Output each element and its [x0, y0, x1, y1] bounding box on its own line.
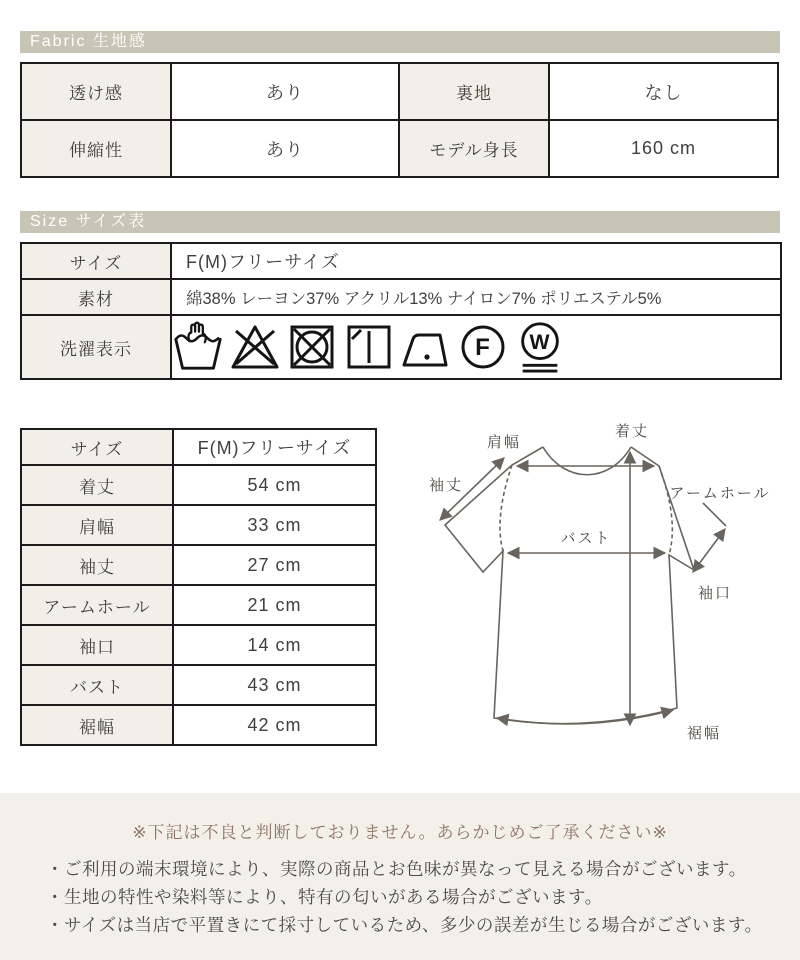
disclaimer-section [0, 793, 800, 960]
tshirt-outline [445, 447, 694, 724]
table-row [21, 545, 376, 585]
iron-low-heat-icon [400, 320, 452, 374]
material-value-cell: 綿38% レーヨン37% アクリル13% ナイロン7% ポリエステル5% [171, 279, 781, 315]
table-row [21, 120, 778, 177]
armhole-pointer [703, 503, 726, 526]
measure-value-cell: 43 cm [173, 665, 376, 705]
laundry-symbols-cell [171, 315, 781, 379]
size-label-cell: サイズ [21, 243, 171, 279]
armhole-dashed-right [659, 466, 672, 555]
table-row [21, 465, 376, 505]
measure-value-cell: 14 cm [173, 625, 376, 665]
disclaimer-item: ・生地の特性や染料等により、特有の匂いがある場合がございます。 [46, 887, 603, 907]
material-label-cell: 素材 [21, 279, 171, 315]
table-row [21, 625, 376, 665]
diagram-label-shoulder: 肩幅 [486, 434, 522, 451]
diagram-label-sleeve: 袖丈 [428, 477, 464, 494]
table-row [21, 665, 376, 705]
fabric-label-cell: モデル身長 [399, 120, 549, 177]
svg-text:W: W [529, 330, 551, 354]
hem-arrow [497, 710, 673, 724]
measure-value-cell: F(M)フリーサイズ [173, 429, 376, 465]
tshirt-neckline [543, 447, 631, 475]
laundry-symbols [172, 320, 780, 374]
diagram-label-armhole: アームホール [669, 485, 771, 502]
measure-label-cell: 裾幅 [21, 705, 173, 745]
fabric-label-cell: 伸縮性 [21, 120, 171, 177]
line-dry-in-shade-icon [343, 320, 395, 374]
fabric-value-cell: あり [171, 63, 399, 120]
do-not-bleach-icon [229, 320, 281, 374]
fabric-label-cell: 透け感 [21, 63, 171, 120]
table-row [21, 279, 781, 315]
fabric-section-header: Fabric 生地感 [20, 31, 780, 53]
laundry-label-cell: 洗濯表示 [21, 315, 171, 379]
size-table [20, 242, 782, 380]
size-section-header: Size サイズ表 [20, 211, 780, 233]
size-value-cell: F(M)フリーサイズ [171, 243, 781, 279]
measure-label-cell: サイズ [21, 429, 173, 465]
measure-label-cell: 袖丈 [21, 545, 173, 585]
dry-clean-f-icon [457, 320, 509, 374]
measure-label-cell: 肩幅 [21, 505, 173, 545]
table-row [21, 315, 781, 379]
wet-clean-w-icon [514, 320, 566, 374]
svg-text:F: F [475, 334, 491, 361]
fabric-label-cell: 裏地 [399, 63, 549, 120]
table-row [21, 429, 376, 465]
table-row [21, 63, 778, 120]
table-row [21, 585, 376, 625]
armhole-dashed-left [500, 465, 512, 551]
measure-value-cell: 21 cm [173, 585, 376, 625]
measurement-table [20, 428, 377, 746]
disclaimer-list [0, 855, 800, 939]
diagram-label-cuff: 袖口 [697, 585, 733, 602]
disclaimer-item: ・ご利用の端末環境により、実際の商品とお色味が異なって見える場合がございます。 [46, 859, 747, 879]
fabric-value-cell: なし [549, 63, 778, 120]
table-row [21, 505, 376, 545]
disclaimer-item: ・サイズは当店で平置きにて採寸しているため、多少の誤差が生じる場合がございます。 [46, 915, 763, 935]
diagram-label-hem: 裾幅 [687, 725, 722, 742]
table-row [21, 705, 376, 745]
measure-label-cell: 袖口 [21, 625, 173, 665]
hand-wash-icon [172, 320, 224, 374]
fabric-value-cell: 160 cm [549, 120, 778, 177]
disclaimer-heading: ※下記は不良と判断しておりません。あらかじめご了承ください※ [132, 823, 668, 842]
diagram-label-bust: バスト [560, 530, 612, 547]
measure-label-cell: バスト [21, 665, 173, 705]
measure-value-cell: 42 cm [173, 705, 376, 745]
do-not-tumble-dry-icon [286, 320, 338, 374]
fabric-value-cell: あり [171, 120, 399, 177]
measure-label-cell: アームホール [21, 585, 173, 625]
cuff-arrow [693, 529, 725, 572]
measure-value-cell: 33 cm [173, 505, 376, 545]
measure-value-cell: 54 cm [173, 465, 376, 505]
tshirt-measurement-diagram [400, 420, 795, 770]
diagram-label-length: 着丈 [614, 423, 650, 440]
fabric-table [20, 62, 779, 178]
table-row [21, 243, 781, 279]
measure-value-cell: 27 cm [173, 545, 376, 585]
measure-label-cell: 着丈 [21, 465, 173, 505]
